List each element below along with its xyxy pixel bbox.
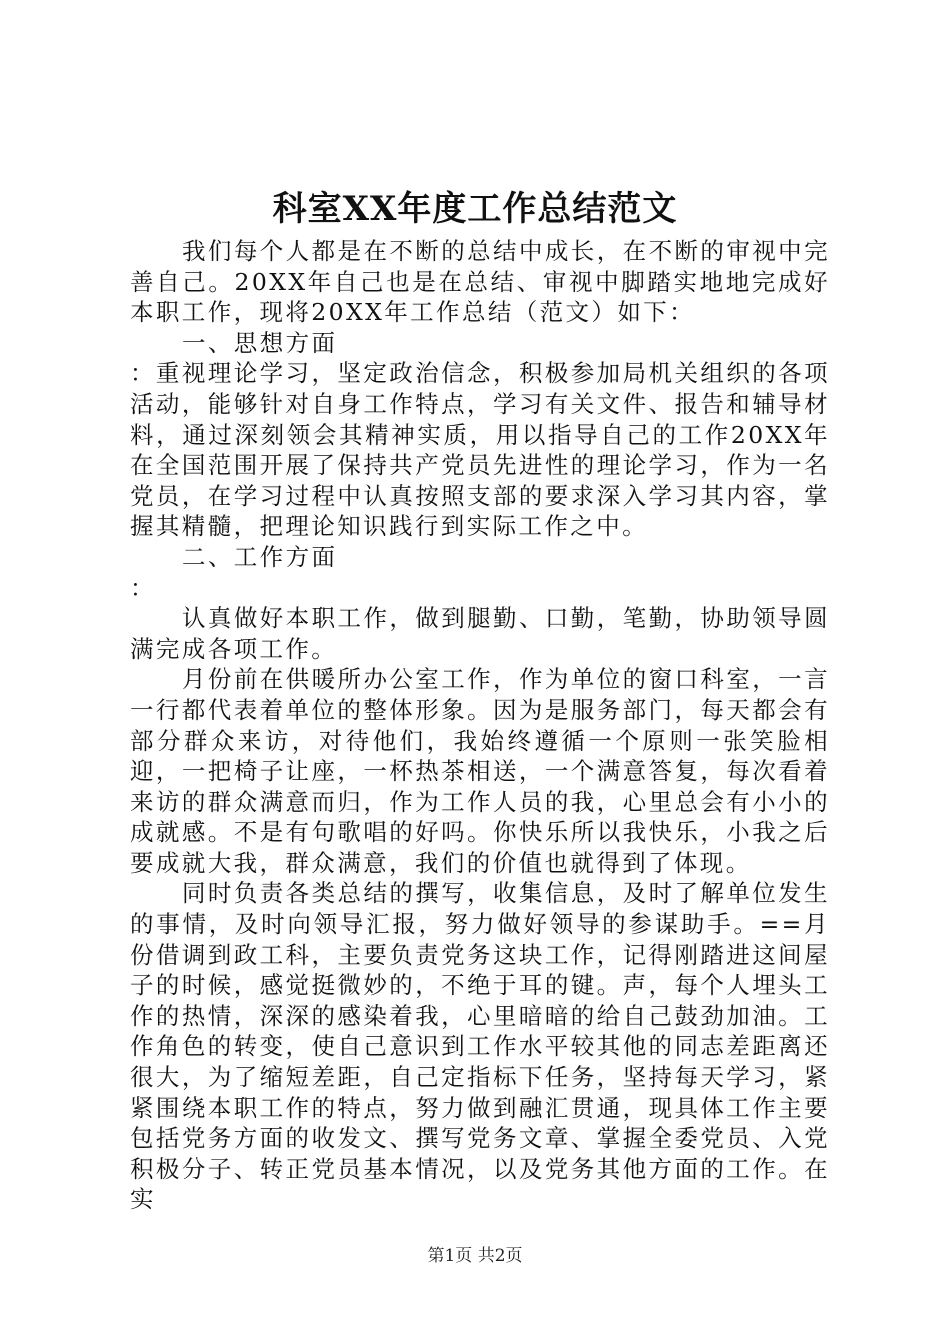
paragraph-duty: 认真做好本职工作，做到腿勤、口勤，笔勤，协助领导圆满完成各项工作。 xyxy=(130,604,830,663)
paragraph-office: 月份前在供暖所办公室工作，作为单位的窗口科室，一言一行都代表着单位的整体形象。因为是服务部门，每天都会有部分群众来访，对待他们，我始终遵循一个原则一张笑脸相迎，一把椅子让座，一杯热茶相送，一个满意答复，每次看着来访的群众满意而归，作为工作人员的我，心里总会有小小的成就感。不是有句歌唱的好吗。你快乐所以我快乐，小我之后要成就大我，群众满意，我们的价值也就得到了体现。 xyxy=(130,665,830,877)
paragraph-intro: 我们每个人都是在不断的总结中成长，在不断的审视中完善自己。20XX年自己也是在总结、审视中脚踏实地地完成好本职工作，现将20XX年工作总结（范文）如下： xyxy=(130,237,830,327)
paragraph-thought: ：重视理论学习，坚定政治信念，积极参加局机关组织的各项活动，能够针对自身工作特点，学习有关文件、报告和辅导材料，通过深刻领会其精神实质，用以指导自己的工作20XX年在全国范围开展了保持共产党员先进性的理论学习，作为一名党员，在学习过程中认真按照支部的要求深入学习其内容，掌握其精髓，把理论知识践行到实际工作之中。 xyxy=(130,359,830,541)
section-heading-thought: 一、思想方面 xyxy=(182,328,338,357)
page-number-footer: 第1页 共2页 xyxy=(427,1246,523,1266)
document-title: 科室XX年度工作总结范文 xyxy=(272,189,678,229)
document-body xyxy=(130,236,830,1215)
paragraph-colon: ： xyxy=(130,573,156,602)
paragraph-party-work: 同时负责各类总结的撰写，收集信息，及时了解单位发生的事情，及时向领导汇报，努力做好领导的参谋助手。==月份借调到政工科，主要负责党务这块工作，记得刚踏进这间屋子的时候，感觉挺微妙的，不绝于耳的键。声，每个人埋头工作的热情，深深的感染着我，心里暗暗的给自己鼓劲加油。工作角色的转变，使自己意识到工作水平较其他的同志差距离还很大，为了缩短差距，自己定指标下任务，坚持每天学习，紧紧围绕本职工作的特点，努力做到融汇贯通，现具体工作主要包括党务方面的收发文、撰写党务文章、掌握全委党员、入党积极分子、转正党员基本情况，以及党务其他方面的工作。在实 xyxy=(130,879,830,1214)
section-heading-work: 二、工作方面 xyxy=(182,542,338,571)
